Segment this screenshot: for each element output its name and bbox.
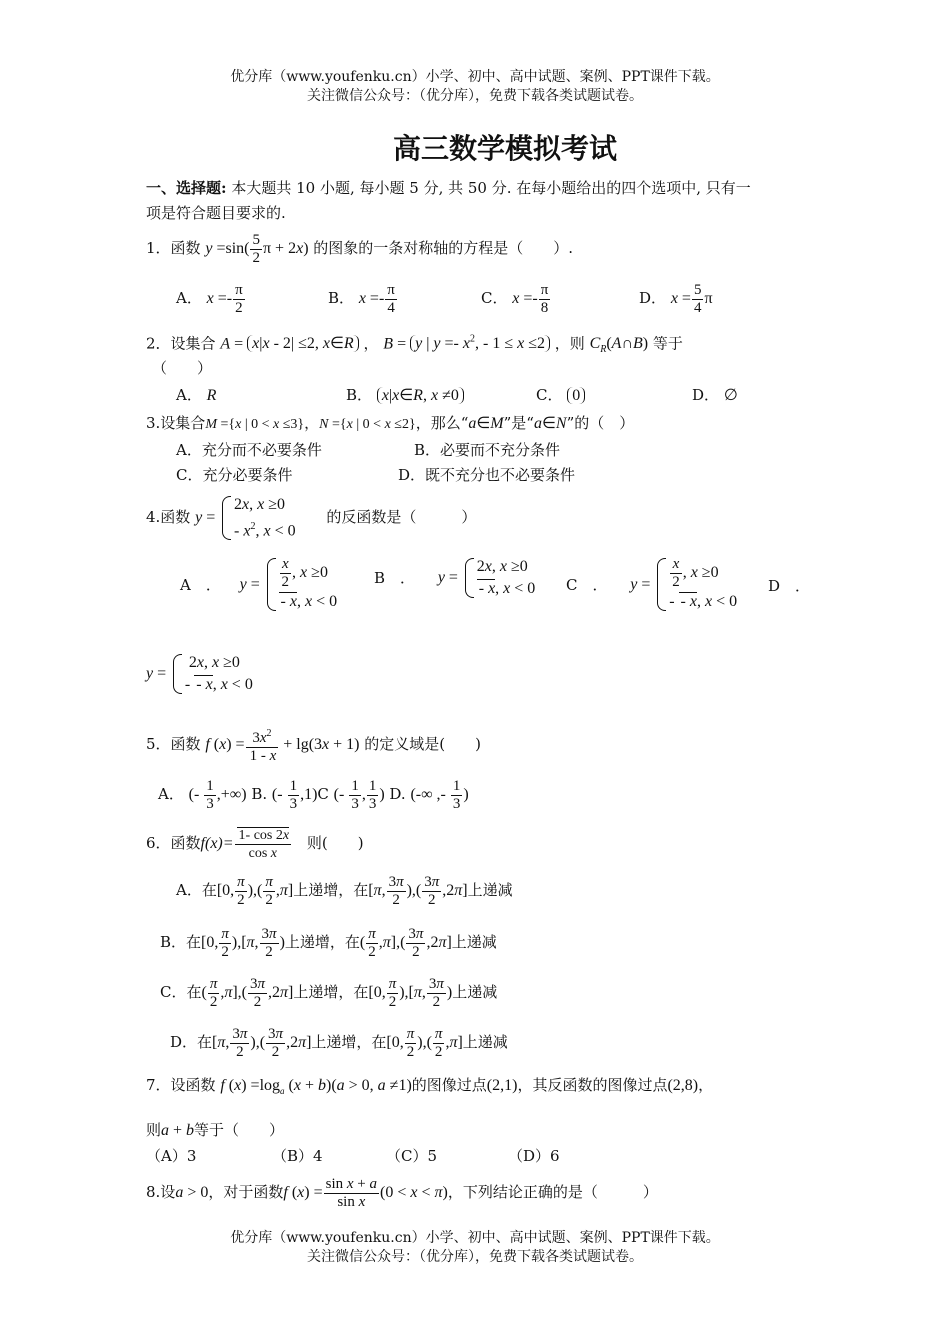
q1-option-a: A． x =- $\frac{\pi}{2}$ bbox=[176, 281, 243, 316]
header-line-2: 关注微信公众号：（优分库），免费下载各类试题试卷。 bbox=[307, 88, 643, 104]
q2-option-b: B． x|x∈R, x ≠0 bbox=[346, 385, 464, 406]
q3-option-a: A．充分而不必要条件 bbox=[176, 441, 322, 459]
q6-option-c: C．在( $\frac{\pi}{2}$ ,π],( $\frac{3\pi}{2}$ ,2π]上递增，在[0, $\frac{\pi}{2}$ ),[π, $\frac{3\pi}{2}$ )上递减 bbox=[160, 975, 498, 1010]
q5-prefix: 5．函数 bbox=[146, 735, 201, 753]
question-7: 7．设函数 f $(x) =\log_a$ (x + b)(a > 0, a ≠1)的图像过点(2,1)，其反函数的图像过点(2,8)， bbox=[146, 1076, 714, 1097]
section-intro bbox=[146, 178, 751, 198]
q7-option-d: （D）6 bbox=[508, 1147, 560, 1165]
question-8: 8.设a > 0，对于函数f (x) = $\frac{\text{sin x + a}}{\text{sin x}}$ (0 < x < π)，下列结论正确的是（ ） bbox=[146, 1175, 658, 1210]
section-desc-2: 项是符合题目要求的. bbox=[146, 204, 286, 222]
q7-prefix: 7．设函数 bbox=[146, 1076, 216, 1094]
q4-option-b: B ． y = 2x, x ≥0 - x, x < 0 bbox=[374, 556, 535, 600]
q2-option-d: D． ∅ bbox=[692, 386, 738, 404]
q4-prefix: 4.函数 bbox=[146, 508, 191, 526]
q6-prefix: 6．函数 bbox=[146, 834, 201, 852]
q4-option-d-label: D ． bbox=[768, 577, 811, 595]
q6-suffix: 则( ) bbox=[306, 834, 364, 852]
q7-option-b: （B）4 bbox=[272, 1147, 323, 1165]
q2-option-a: A． R bbox=[176, 386, 217, 404]
q1-suffix: 的图象的一条对称轴的方程是（ ）. bbox=[313, 239, 574, 257]
q4-piecewise: 2x, x ≥0 - $x^2$, x < 0 bbox=[220, 494, 296, 542]
q2-paren: （ ） bbox=[152, 359, 213, 377]
q3-option-d: D．既不充分也不必要条件 bbox=[398, 466, 576, 484]
q2-set-a: A = x|x - 2| ≤2, x∈R bbox=[220, 335, 358, 352]
q5-suffix: 的定义域是( ) bbox=[364, 735, 482, 753]
q3-option-b: B．必要而不充分条件 bbox=[414, 441, 561, 459]
q2-set-b: B = y | $y =- x^2$, - 1 ≤ x ≤2 bbox=[383, 335, 550, 352]
q2-complement: $C_R(A\cap B)$ bbox=[589, 335, 649, 356]
q3-option-c: C．充分必要条件 bbox=[176, 466, 293, 484]
q1-formula: y =sin( $\frac{5}{2}$ π + 2x) bbox=[205, 231, 309, 266]
footer-line-1: 优分库（www.youfenku.cn）小学、初中、高中试题、案例、PPT课件下载。 bbox=[230, 1230, 720, 1246]
question-5: 5．函数 f (x) = $\frac{3x^2}{1 - x}$ + lg(3x + 1) 的定义域是( ) bbox=[146, 724, 481, 765]
q6-fx: f(x)= bbox=[200, 835, 234, 852]
q6-option-b: B．在[0, $\frac{\pi}{2}$ ),[π, $\frac{3\pi}{2}$ )上递增，在( $\frac{\pi}{2}$ ,π],( $\frac{3\pi}{2}$ ,2π]上递减 bbox=[160, 925, 497, 960]
q4-option-c: C ． y = $\frac{x}{2}$ , x ≥0 - - x, x < 0 bbox=[566, 556, 737, 613]
q7-option-c: （C）5 bbox=[386, 1147, 438, 1165]
q7-line-2: 则a + b等于（ ） bbox=[146, 1121, 285, 1139]
page-title: 高三数学模拟考试 bbox=[392, 132, 617, 165]
q1-option-d: D． x = $\frac{5}{4}$ π bbox=[639, 281, 713, 316]
question-1 bbox=[146, 230, 573, 267]
header-line-1: 优分库（www.youfenku.cn）小学、初中、高中试题、案例、PPT课件下载。 bbox=[230, 69, 720, 85]
q2-option-c: C． 0 bbox=[536, 385, 585, 406]
q5-options: A． (- $\frac{1}{3}$ ,+∞) B. (- $\frac{1}{3}$ ,1)C (- $\frac{1}{3}$ , $\frac{1}{3}$ ) D. (-∞ ,- $\frac{1}{3}$ ) bbox=[158, 777, 469, 812]
q3-prefix: 3.设集合 bbox=[146, 414, 206, 432]
q6-option-d: D．在[π, $\frac{3\pi}{2}$ ),( $\frac{3\pi}{2}$ ,2π]上递增，在[0, $\frac{\pi}{2}$ ),( $\frac{\pi}{2}$ ,π]上递减 bbox=[170, 1025, 508, 1060]
question-3: 3.设集合M ={x | 0 < x ≤3}，N ={x | 0 < x ≤2}，那么“a∈M”是“a∈N”的（ ） bbox=[146, 414, 635, 432]
q4-suffix: 的反函数是（ ） bbox=[326, 508, 477, 526]
q4-option-d: y = 2x, x ≥0 - - x, x < 0 bbox=[146, 652, 253, 696]
q6-option-a: A．在[0, $\frac{\pi}{2}$ ),( $\frac{\pi}{2}$ ,π]上递增，在[π, $\frac{3\pi}{2}$ ),( $\frac{3\pi}{2}$ ,2π]上递减 bbox=[176, 873, 513, 908]
q1-option-b: B． x =- $\frac{\pi}{4}$ bbox=[328, 281, 395, 316]
question-4: 4.函数 y = 2x, x ≥0 - $x^2$, x < 0 的反函数是（ ） bbox=[146, 493, 476, 542]
footer-line-2: 关注微信公众号：（优分库），免费下载各类试题试卷。 bbox=[307, 1249, 643, 1265]
question-6: 6．函数f(x)= $\frac{1- \cos 2x}{\text{cos x}}$ 则( ) bbox=[146, 827, 364, 861]
q4-option-a: A ． y = $\frac{x}{2}$ , x ≥0 - x, x < 0 bbox=[180, 556, 337, 613]
q2-prefix: 2．设集合 bbox=[146, 334, 216, 353]
q7-option-a: （A）3 bbox=[146, 1147, 197, 1165]
section-desc-1: 本大题共 10 小题, 每小题 5 分, 共 50 分. 在每小题给出的四个选项中, 只有一 bbox=[231, 179, 751, 197]
section-label: 一、选择题: bbox=[146, 179, 227, 197]
question-2: 2．设集合 A = x|x - 2| ≤2, x∈R ， B = y | $y =- x^2$, - 1 ≤ x ≤2 ，则 $C_R(A\cap B)$ 等于 bbox=[146, 334, 683, 356]
q8-prefix: 8.设 bbox=[146, 1183, 176, 1201]
q1-option-c: C． x =- $\frac{\pi}{8}$ bbox=[481, 281, 549, 316]
q1-prefix: 1．函数 bbox=[146, 239, 201, 257]
